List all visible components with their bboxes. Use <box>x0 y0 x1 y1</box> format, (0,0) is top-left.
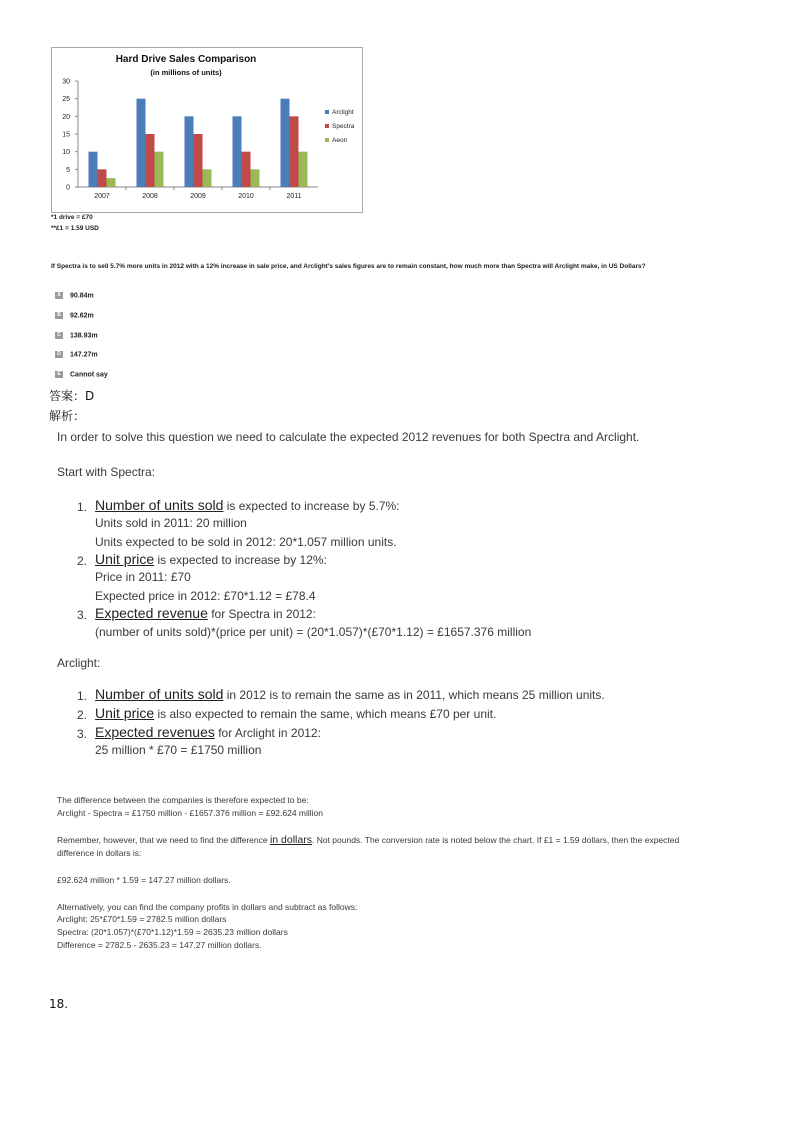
alt-line4: Difference = 2782.5 - 2635.23 = 147.27 million dollars. <box>57 940 262 950</box>
option-e-text: Cannot say <box>70 371 108 379</box>
option-c[interactable] <box>55 332 98 342</box>
bar-aeon-2009 <box>203 169 212 187</box>
x-tick-label: 2008 <box>142 193 158 200</box>
s2-line2: Expected price in 2012: £70*1.12 = £78.4 <box>95 589 316 603</box>
calc-line: £92.624 million * 1.59 = 147.27 million dollars. <box>57 875 231 885</box>
option-c-box[interactable]: C <box>55 332 63 339</box>
x-tick-label: 2007 <box>94 193 110 200</box>
a2-number: 2. <box>77 708 88 722</box>
legend-swatch-aeon <box>325 138 329 142</box>
a2-heading <box>95 705 496 721</box>
x-tick-label: 2010 <box>238 193 254 200</box>
y-tick-label: 20 <box>62 113 70 121</box>
y-tick-label: 30 <box>62 78 70 86</box>
s3-title: Expected revenue <box>95 605 208 621</box>
legend-label-aeon: Aeon <box>332 137 348 144</box>
option-a-text: 90.84m <box>70 292 94 300</box>
a3-number: 3. <box>77 727 88 741</box>
legend-label-arclight: Arclight <box>332 109 354 116</box>
s3-number: 3. <box>77 608 88 622</box>
bar-aeon-2010 <box>251 169 260 187</box>
x-tick-label: 2011 <box>286 193 302 200</box>
s1-heading <box>95 497 400 513</box>
s1-title: Number of units sold <box>95 497 224 513</box>
option-e-box[interactable]: E <box>55 371 63 378</box>
bar-arclight-2007 <box>89 152 98 187</box>
s3-rest: for Spectra in 2012: <box>207 607 316 621</box>
bar-spectra-2010 <box>242 152 251 187</box>
bar-spectra-2011 <box>290 116 299 187</box>
a1-rest: in 2012 is to remain the same as in 2011, which means 25 million units. <box>223 688 605 702</box>
remember-pre: Remember, however, that we need to find the difference <box>57 835 270 845</box>
s2-line1: Price in 2011: £70 <box>95 570 191 584</box>
price-note: *1 drive = £70 <box>51 214 93 221</box>
remember-line1 <box>57 834 792 846</box>
answer-line: 答案：D <box>49 389 95 403</box>
a3-title: Expected revenues <box>95 724 215 740</box>
analysis-label: 解析： <box>49 409 86 423</box>
option-d-box[interactable]: D <box>55 351 63 358</box>
option-b-text: 92.62m <box>70 312 94 320</box>
a1-title: Number of units sold <box>95 686 224 702</box>
in-dollars-link: in dollars <box>269 834 312 846</box>
arclight-heading: Arclight: <box>57 656 101 670</box>
legend-swatch-spectra <box>325 124 329 128</box>
next-question-number: 18. <box>49 997 69 1011</box>
a3-heading <box>95 724 321 740</box>
y-tick-label: 15 <box>62 131 70 139</box>
y-tick-label: 10 <box>62 149 70 157</box>
bar-arclight-2010 <box>233 116 242 187</box>
option-a[interactable] <box>55 292 94 302</box>
diff-line2: Arclight - Spectra = £1750 million - £1657.376 million = £92.624 million <box>57 808 324 818</box>
option-b[interactable] <box>55 312 94 322</box>
bar-aeon-2011 <box>299 152 308 187</box>
y-tick-label: 0 <box>66 184 70 192</box>
s2-title: Unit price <box>95 551 155 567</box>
remember-line2: difference in dollars is: <box>57 848 142 858</box>
chart-title: Hard Drive Sales Comparison <box>115 54 257 65</box>
s1-line2: Units expected to be sold in 2012: 20*1.057 million units. <box>95 535 397 549</box>
conversion-note: **£1 = 1.59 USD <box>51 225 99 232</box>
a2-rest: is also expected to remain the same, which means £70 per unit. <box>154 707 497 721</box>
a1-heading <box>95 686 605 702</box>
option-b-box[interactable]: B <box>55 312 63 319</box>
chart-subtitle: (in millions of units) <box>150 68 222 77</box>
legend-label-spectra: Spectra <box>332 123 355 130</box>
option-a-box[interactable]: A <box>55 292 63 299</box>
option-d[interactable] <box>55 351 98 361</box>
a1-number: 1. <box>77 689 88 703</box>
bar-spectra-2009 <box>194 134 203 187</box>
a3-rest: for Arclight in 2012: <box>214 726 321 740</box>
bar-chart <box>52 48 362 212</box>
option-d-text: 147.27m <box>70 351 98 359</box>
spectra-heading: Start with Spectra: <box>57 465 156 479</box>
remember-post: . Not pounds. The conversion rate is noted below the chart. If £1 = 1.59 dollars, then the expected <box>311 835 680 845</box>
s2-number: 2. <box>77 554 88 568</box>
x-tick-label: 2009 <box>190 193 206 200</box>
bar-aeon-2007 <box>107 178 116 187</box>
alt-line3: Spectra: (20*1.057)*(£70*1.12)*1.59 = 2635.23 million dollars <box>57 927 288 937</box>
alt-line1: Alternatively, you can find the company profits in dollars and subtract as follows: <box>57 902 358 912</box>
explanation-intro: In order to solve this question we need to calculate the expected 2012 revenues for both Spectra and Arclight. <box>57 430 640 444</box>
bar-spectra-2007 <box>98 169 107 187</box>
y-tick-label: 5 <box>66 166 70 174</box>
s2-rest: is expected to increase by 12%: <box>154 553 327 567</box>
bar-spectra-2008 <box>146 134 155 187</box>
option-c-text: 138.93m <box>70 332 98 340</box>
diff-line1: The difference between the companies is therefore expected to be: <box>57 795 309 805</box>
a3-line1: 25 million * £70 = £1750 million <box>95 743 262 757</box>
bar-arclight-2008 <box>137 99 146 187</box>
question-text: If Spectra is to sell 5.7% more units in 2012 with a 12% increase in sale price, and Arclight's sales figures are to remain constant, how much more than Spectra will Arclight make, in US Dollars? <box>51 263 646 270</box>
y-tick-label: 25 <box>62 96 70 104</box>
s1-rest: is expected to increase by 5.7%: <box>223 499 400 513</box>
s1-line1: Units sold in 2011: 20 million <box>95 516 247 530</box>
s1-number: 1. <box>77 500 88 514</box>
alt-line2: Arclight: 25*£70*1.59 = 2782.5 million dollars <box>57 914 227 924</box>
bar-arclight-2009 <box>185 116 194 187</box>
a2-title: Unit price <box>95 705 155 721</box>
bar-arclight-2011 <box>281 99 290 187</box>
s3-heading <box>95 605 316 621</box>
bar-aeon-2008 <box>155 152 164 187</box>
s3-line1: (number of units sold)*(price per unit) = (20*1.057)*(£70*1.12) = £1657.376 million <box>95 625 532 639</box>
legend-swatch-arclight <box>325 110 329 114</box>
s2-heading <box>95 551 327 567</box>
option-e[interactable] <box>55 371 108 381</box>
chart-figure <box>51 47 363 213</box>
